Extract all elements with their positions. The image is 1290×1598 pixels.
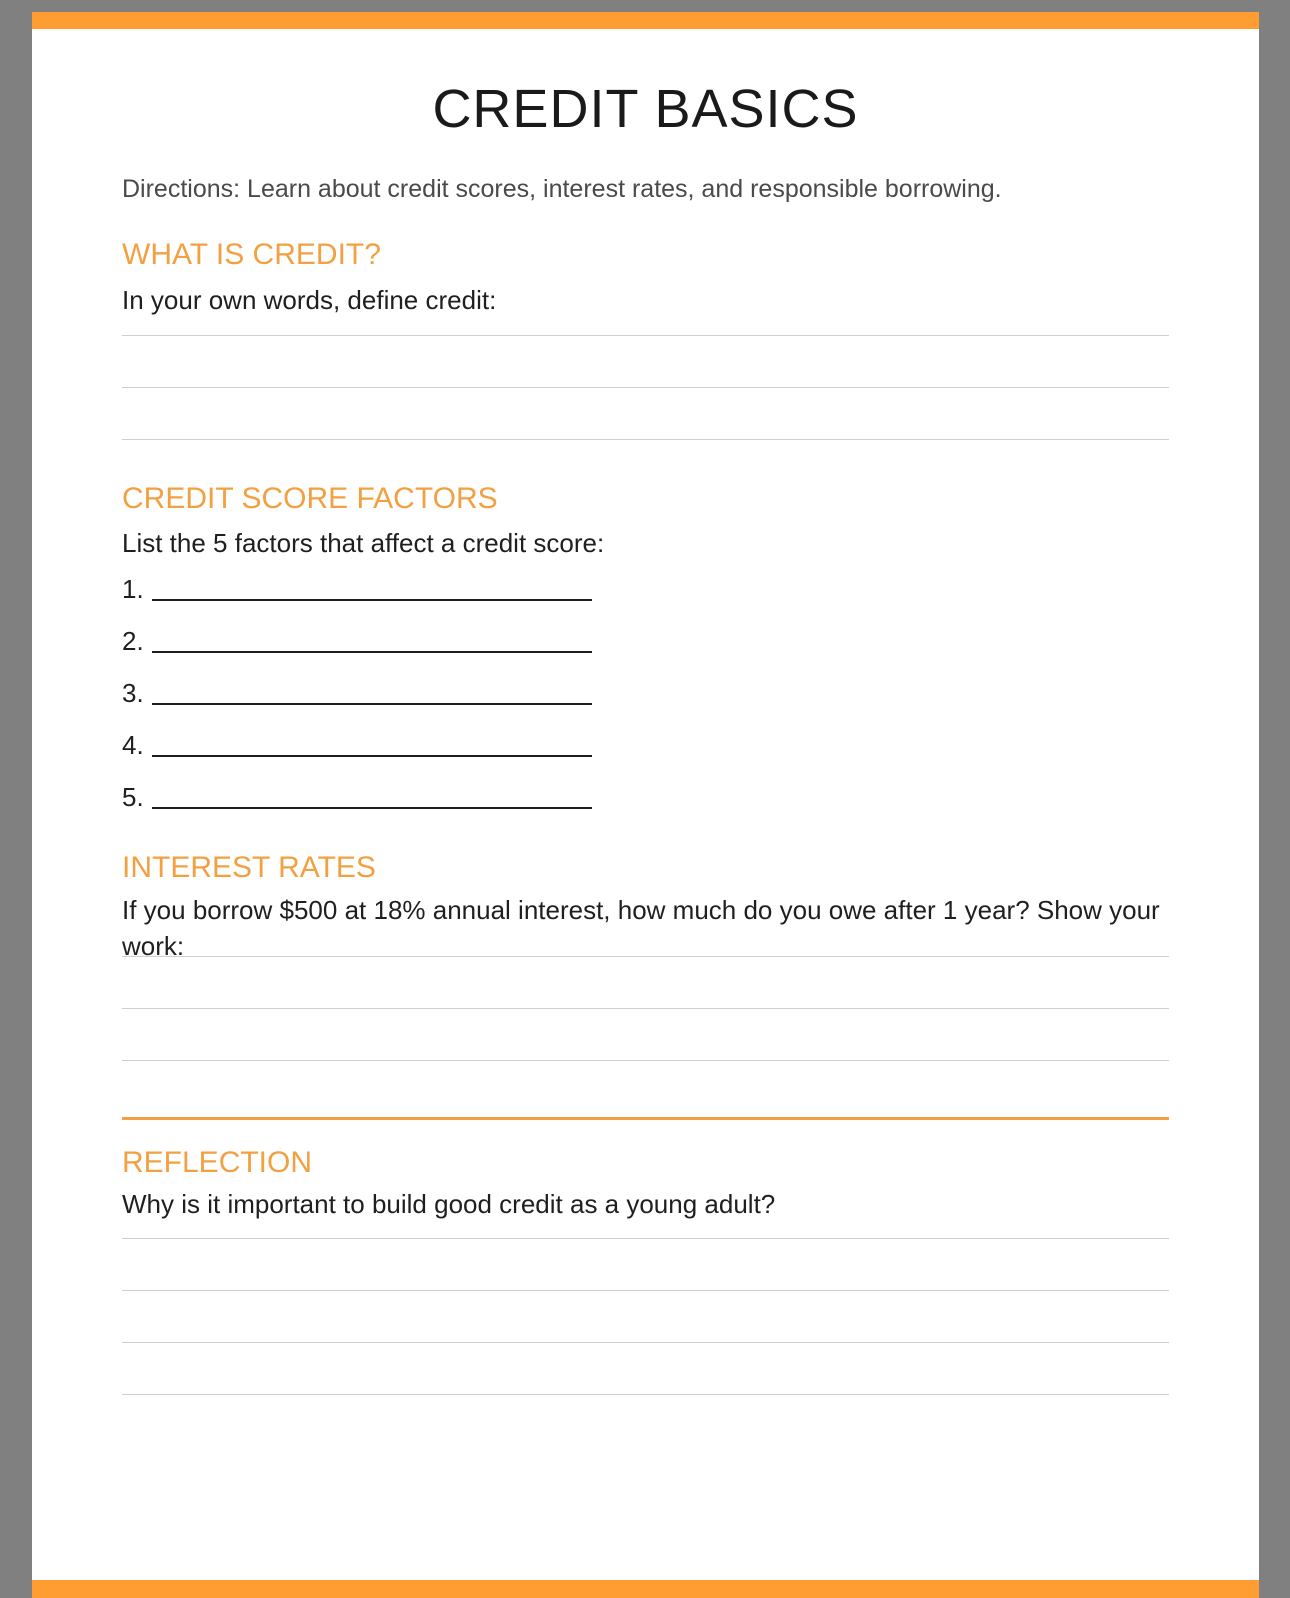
answer-line[interactable]: [122, 1394, 1169, 1395]
factor-number: 2.: [122, 626, 144, 656]
prompt-define-credit: In your own words, define credit:: [122, 285, 497, 315]
answer-line[interactable]: [122, 1342, 1169, 1343]
page-title: CREDIT BASICS: [432, 79, 859, 139]
factor-item-4: [122, 728, 592, 758]
factor-blank[interactable]: [152, 599, 592, 601]
answer-line[interactable]: [122, 1008, 1169, 1009]
bottom-accent-bar: [32, 1580, 1259, 1598]
factor-blank[interactable]: [152, 651, 592, 653]
factor-blank[interactable]: [152, 807, 592, 809]
factor-number: 3.: [122, 678, 144, 708]
answer-line[interactable]: [122, 387, 1169, 388]
factor-item-2: [122, 624, 592, 654]
answer-line[interactable]: [122, 1290, 1169, 1291]
heading-interest-rates: INTEREST RATES: [122, 851, 376, 884]
factor-number: 1.: [122, 574, 144, 604]
heading-credit-score-factors: CREDIT SCORE FACTORS: [122, 482, 498, 515]
factor-number: 4.: [122, 730, 144, 760]
heading-what-is-credit: WHAT IS CREDIT?: [122, 238, 381, 271]
worksheet-page: [32, 12, 1259, 1598]
top-accent-bar: [32, 12, 1259, 29]
factor-item-5: [122, 780, 592, 810]
factor-item-3: [122, 676, 592, 706]
answer-line[interactable]: [122, 956, 1169, 957]
factor-item-1: [122, 572, 592, 602]
heading-reflection: REFLECTION: [122, 1146, 313, 1179]
answer-line[interactable]: [122, 439, 1169, 440]
prompt-list-factors: List the 5 factors that affect a credit score:: [122, 528, 605, 558]
factor-blank[interactable]: [152, 755, 592, 757]
directions-text: Directions: Learn about credit scores, interest rates, and responsible borrowing.: [122, 175, 1002, 203]
factor-number: 5.: [122, 782, 144, 812]
prompt-interest-question: If you borrow $500 at 18% annual interest, how much do you owe after 1 year? Show your work:: [122, 895, 1160, 961]
answer-line[interactable]: [122, 1238, 1169, 1239]
section-divider: [122, 1117, 1169, 1120]
answer-line[interactable]: [122, 1060, 1169, 1061]
factor-blank[interactable]: [152, 703, 592, 705]
prompt-reflection: Why is it important to build good credit as a young adult?: [122, 1189, 776, 1219]
answer-line[interactable]: [122, 335, 1169, 336]
